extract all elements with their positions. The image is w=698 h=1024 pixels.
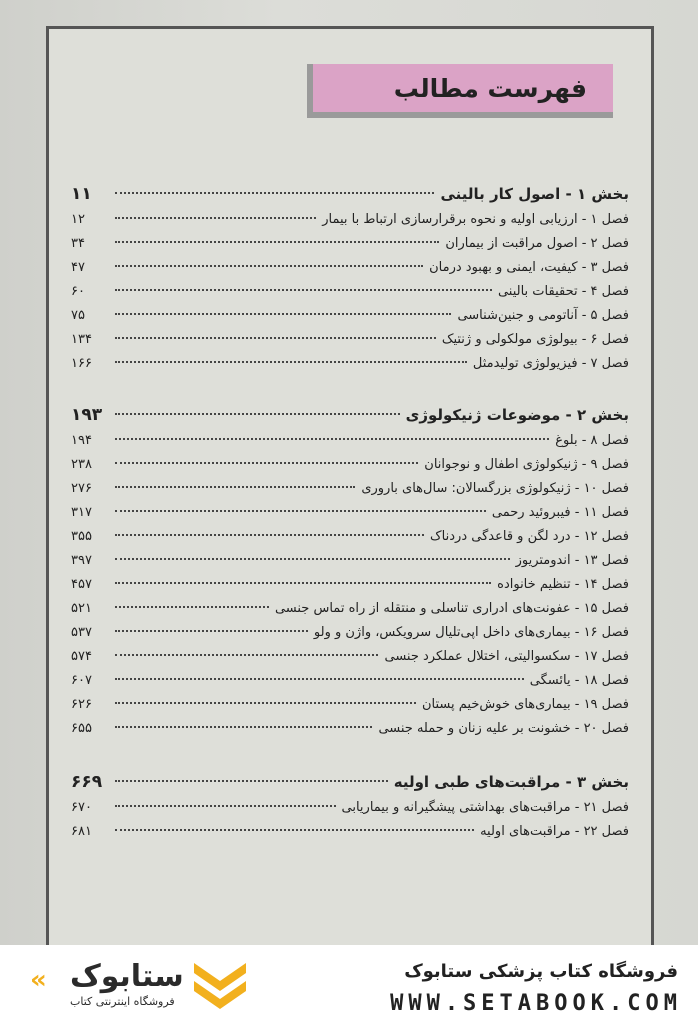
chapter-row: فصل ۵ - آناتومی و جنین‌شناسی ۷۵ <box>71 307 629 323</box>
toc-part-2 <box>71 402 629 740</box>
chapter-row: فصل ۸ - بلوغ ۱۹۴ <box>71 432 629 448</box>
chapter-row: فصل ۶ - بیولوژی مولکولی و ژنتیک ۱۳۴ <box>71 331 629 347</box>
chapter-row: فصل ۲۲ - مراقبت‌های اولیه ۶۸۱ <box>71 823 629 839</box>
chapter-row: فصل ۱۱ - فیبروئید رحمی ۳۱۷ <box>71 504 629 520</box>
setabook-logo: « ستابوک فروشگاه اینترنتی کتاب <box>30 959 184 1008</box>
chapter-row: فصل ۱۷ - سکسوالیتی، اختلال عملکرد جنسی ۵۷۴ <box>71 648 629 664</box>
chapter-row: فصل ۱۸ - یائسگی ۶۰۷ <box>71 672 629 688</box>
chapter-row: فصل ۱۹ - بیماری‌های خوش‌خیم پستان ۶۲۶ <box>71 696 629 712</box>
chapter-row: فصل ۲۱ - مراقبت‌های بهداشتی پیشگیرانه و بیماریابی ۶۷۰ <box>71 799 629 815</box>
chapter-row: فصل ۹ - ژنیکولوژی اطفال و نوجوانان ۲۳۸ <box>71 456 629 472</box>
chevron-stack-icon <box>190 959 250 1011</box>
chapter-row: فصل ۲ - اصول مراقبت از بیماران ۳۴ <box>71 235 629 251</box>
toc-title: فهرست مطالب <box>393 74 587 103</box>
chapter-row: فصل ۲۰ - خشونت بر علیه زنان و حمله جنسی ۶۵۵ <box>71 720 629 736</box>
chapter-row: فصل ۴ - تحقیقات بالینی ۶۰ <box>71 283 629 299</box>
toc-part-3 <box>71 769 629 843</box>
toc-title-box <box>307 64 613 118</box>
chapter-row: فصل ۷ - فیزیولوژی تولیدمثل ۱۶۶ <box>71 355 629 371</box>
chapter-row: فصل ۱ - ارزیابی اولیه و نحوه برقرارسازی ارتباط با بیمار ۱۲ <box>71 211 629 227</box>
part-heading: بخش ۲ - موضوعات ژنیکولوژی ۱۹۳ <box>71 405 629 425</box>
chapter-row: فصل ۱۵ - عفونت‌های ادراری تناسلی و منتقله از راه تماس جنسی ۵۲۱ <box>71 600 629 616</box>
watermark-footer <box>0 945 698 1024</box>
part-heading: بخش ۱ - اصول کار بالینی ۱۱ <box>71 184 629 204</box>
website-url: WWW.SETABOOK.COM <box>390 991 682 1016</box>
double-chevron-icon: « <box>30 965 47 995</box>
chapter-row: فصل ۱۶ - بیماری‌های داخل اپی‌تلیال سرویکس، واژن و ولو ۵۳۷ <box>71 624 629 640</box>
chapter-row: فصل ۱۰ - ژنیکولوژی بزرگسالان: سال‌های باروری ۲۷۶ <box>71 480 629 496</box>
part-heading: بخش ۳ - مراقبت‌های طبی اولیه ۶۶۹ <box>71 772 629 792</box>
chapter-row: فصل ۱۳ - اندومتریوز ۳۹۷ <box>71 552 629 568</box>
book-page <box>46 26 654 945</box>
shop-name: فروشگاه کتاب پزشکی ستابوک <box>404 961 678 982</box>
chapter-row: فصل ۳ - کیفیت، ایمنی و بهبود درمان ۴۷ <box>71 259 629 275</box>
chapter-row: فصل ۱۴ - تنظیم خانواده ۴۵۷ <box>71 576 629 592</box>
toc-part-1 <box>71 181 629 375</box>
chapter-row: فصل ۱۲ - درد لگن و قاعدگی دردناک ۳۵۵ <box>71 528 629 544</box>
